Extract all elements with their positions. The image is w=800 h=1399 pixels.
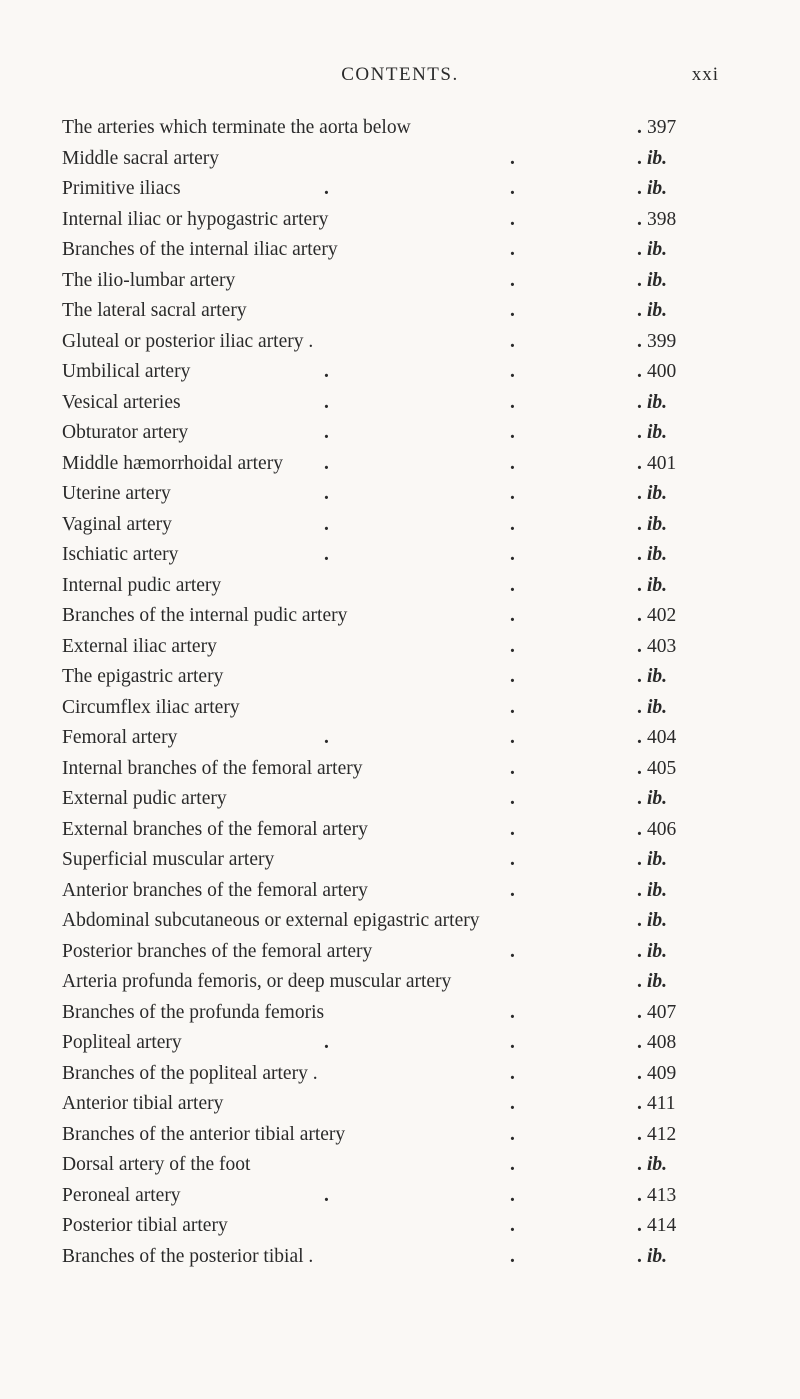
running-header	[0, 64, 800, 92]
toc-entry-label: Arteria profunda femoris, or deep muscular artery	[62, 971, 452, 992]
leader-dot: .	[510, 605, 515, 626]
toc-entry-page: 401	[647, 452, 677, 474]
toc-entry-label: Branches of the posterior tibial .	[62, 1245, 314, 1267]
leader-dot: .	[324, 391, 329, 413]
toc-entry-label: The ilio-lumbar artery	[62, 269, 236, 291]
toc-entry-page: 404	[647, 727, 677, 748]
toc-entry-page: 397	[647, 117, 677, 138]
leader-dot: .	[324, 422, 329, 443]
toc-entry-label: Branches of the internal pudic artery	[62, 605, 348, 626]
toc-entry-page: 405	[647, 757, 677, 779]
leader-dot: .	[637, 239, 642, 260]
leader-dot: .	[637, 391, 642, 413]
leader-dot: .	[510, 1093, 515, 1114]
toc-entry	[62, 815, 722, 846]
leader-dot: .	[637, 513, 642, 535]
leader-dot: .	[510, 544, 515, 565]
leader-dot: .	[324, 361, 329, 382]
leader-dot: .	[637, 1215, 642, 1236]
toc-entry-page: ib.	[647, 971, 668, 992]
toc-entry-label: Uterine artery	[62, 483, 171, 504]
leader-dot: .	[637, 574, 642, 596]
toc-entry-label: The lateral sacral artery	[62, 300, 247, 321]
toc-entry-page: ib.	[647, 391, 668, 413]
leader-dot: .	[324, 544, 329, 565]
leader-dot: .	[637, 208, 642, 230]
leader-dot: .	[637, 117, 642, 138]
toc-entry-label: Circumflex iliac artery	[62, 696, 240, 718]
leader-dot: .	[637, 727, 642, 748]
leader-dot: .	[510, 696, 515, 718]
toc-entry	[62, 662, 722, 693]
toc-entry	[62, 235, 722, 266]
toc-entry-page: ib.	[647, 849, 668, 870]
toc-entry	[62, 540, 722, 571]
toc-entry	[62, 296, 722, 327]
toc-entry-label: Branches of the internal iliac artery	[62, 239, 338, 260]
toc-entry-label: External branches of the femoral artery	[62, 818, 368, 840]
toc-entry-label: Anterior tibial artery	[62, 1093, 224, 1114]
leader-dot: .	[637, 1245, 642, 1267]
leader-dot: .	[510, 1184, 515, 1206]
leader-dot: .	[510, 1123, 515, 1145]
leader-dot: .	[637, 178, 642, 199]
toc-entry-page: ib.	[647, 574, 668, 596]
leader-dot: .	[510, 1245, 515, 1267]
toc-entry-label: Gluteal or posterior iliac artery .	[62, 330, 314, 352]
toc-entry	[62, 998, 722, 1029]
toc-entry-label: Anterior branches of the femoral artery	[62, 879, 368, 901]
leader-dot: .	[637, 1184, 642, 1206]
toc-entry-page: ib.	[647, 788, 668, 809]
toc-entry-page: ib.	[647, 147, 668, 169]
toc-entry-page: 409	[647, 1062, 677, 1084]
toc-entry-page: ib.	[647, 483, 668, 504]
toc-entry-page: ib.	[647, 1154, 668, 1175]
toc-entry	[62, 1181, 722, 1212]
leader-dot: .	[510, 269, 515, 291]
leader-dot: .	[637, 330, 642, 352]
toc-entry	[62, 388, 722, 419]
toc-entry-label: Internal iliac or hypogastric artery	[62, 208, 329, 230]
leader-dot: .	[637, 696, 642, 718]
toc-entry-page: 398	[647, 208, 677, 230]
leader-dot: .	[510, 391, 515, 413]
toc-entry	[62, 754, 722, 785]
leader-dot: .	[637, 635, 642, 657]
leader-dot: .	[637, 666, 642, 687]
leader-dot: .	[510, 1032, 515, 1053]
leader-dot: .	[510, 574, 515, 596]
leader-dot: .	[510, 147, 515, 169]
leader-dot: .	[637, 422, 642, 443]
toc-entry	[62, 418, 722, 449]
toc-entry-label: The epigastric artery	[62, 666, 224, 687]
leader-dot: .	[510, 849, 515, 870]
toc-entry-page: ib.	[647, 513, 668, 535]
leader-dot: .	[510, 940, 515, 962]
leader-dot: .	[510, 788, 515, 809]
leader-dot: .	[324, 1032, 329, 1053]
leader-dot: .	[637, 1001, 642, 1023]
toc-entry-label: External iliac artery	[62, 635, 217, 657]
leader-dot: .	[510, 727, 515, 748]
toc-entry-label: Superficial muscular artery	[62, 849, 275, 870]
leader-dot: .	[637, 1123, 642, 1145]
toc-entry-label: Vesical arteries	[62, 391, 181, 413]
leader-dot: .	[637, 269, 642, 291]
toc-entry	[62, 1242, 722, 1273]
leader-dot: .	[637, 483, 642, 504]
leader-dot: .	[324, 452, 329, 474]
toc-entry	[62, 1120, 722, 1151]
leader-dot: .	[510, 208, 515, 230]
toc-entry-label: Branches of the popliteal artery .	[62, 1062, 318, 1084]
leader-dot: .	[510, 1215, 515, 1236]
toc-entry-page: ib.	[647, 666, 668, 687]
leader-dot: .	[637, 452, 642, 474]
toc-entry	[62, 693, 722, 724]
toc-entry-label: External pudic artery	[62, 788, 227, 809]
toc-entry-label: Femoral artery	[62, 727, 178, 748]
toc-entry-page: ib.	[647, 178, 668, 199]
toc-entry-page: ib.	[647, 940, 668, 962]
toc-entry	[62, 205, 722, 236]
toc-entry	[62, 510, 722, 541]
leader-dot: .	[637, 1032, 642, 1053]
leader-dot: .	[510, 239, 515, 260]
leader-dot: .	[637, 1154, 642, 1175]
toc-entry-page: ib.	[647, 696, 668, 718]
leader-dot: .	[637, 300, 642, 321]
leader-dot: .	[637, 361, 642, 382]
leader-dot: .	[637, 147, 642, 169]
leader-dot: .	[510, 666, 515, 687]
toc-entry	[62, 1089, 722, 1120]
toc-entry-label: Internal branches of the femoral artery	[62, 757, 363, 779]
toc-entry-page: ib.	[647, 544, 668, 565]
toc-entry-label: Middle hæmorrhoidal artery	[62, 452, 283, 474]
toc-entry-label: Primitive iliacs	[62, 178, 181, 199]
leader-dot: .	[510, 818, 515, 840]
toc-entry-page: 411	[647, 1093, 676, 1114]
toc-entry	[62, 113, 722, 144]
toc-entry-page: ib.	[647, 1245, 668, 1267]
leader-dot: .	[324, 483, 329, 504]
toc-entry-label: Internal pudic artery	[62, 574, 222, 596]
toc-entry-page: ib.	[647, 422, 668, 443]
leader-dot: .	[637, 879, 642, 901]
toc-entry-page: 402	[647, 605, 677, 626]
leader-dot: .	[510, 1001, 515, 1023]
toc-entry-label: Posterior tibial artery	[62, 1215, 228, 1236]
leader-dot: .	[510, 452, 515, 474]
toc-entry	[62, 906, 722, 937]
toc-entry-label: Vaginal artery	[62, 513, 172, 535]
toc-entry-label: Obturator artery	[62, 422, 189, 443]
page-number: xxi	[691, 64, 719, 85]
toc-entry	[62, 571, 722, 602]
table-of-contents	[62, 113, 722, 1272]
toc-entry	[62, 357, 722, 388]
leader-dot: .	[510, 483, 515, 504]
toc-entry-page: 406	[647, 818, 677, 840]
leader-dot: .	[510, 178, 515, 199]
toc-entry-page: ib.	[647, 910, 668, 931]
toc-entry-page: 400	[647, 361, 677, 382]
toc-entry-label: Middle sacral artery	[62, 147, 220, 169]
toc-entry	[62, 1028, 722, 1059]
leader-dot: .	[637, 910, 642, 931]
toc-entry-label: Peroneal artery	[62, 1184, 181, 1206]
toc-entry	[62, 845, 722, 876]
leader-dot: .	[637, 971, 642, 992]
toc-entry	[62, 1059, 722, 1090]
toc-entry-page: 408	[647, 1032, 677, 1053]
leader-dot: .	[510, 361, 515, 382]
toc-entry	[62, 449, 722, 480]
toc-entry	[62, 144, 722, 175]
toc-entry-label: Popliteal artery	[62, 1032, 182, 1053]
toc-entry	[62, 967, 722, 998]
toc-entry-label: Ischiatic artery	[62, 544, 179, 565]
toc-entry-page: 412	[647, 1123, 677, 1145]
leader-dot: .	[637, 757, 642, 779]
toc-entry	[62, 937, 722, 968]
leader-dot: .	[510, 879, 515, 901]
toc-entry-page: 413	[647, 1184, 677, 1206]
toc-entry	[62, 784, 722, 815]
toc-entry-label: The arteries which terminate the aorta below	[62, 117, 411, 138]
leader-dot: .	[637, 788, 642, 809]
leader-dot: .	[510, 513, 515, 535]
leader-dot: .	[324, 513, 329, 535]
leader-dot: .	[637, 818, 642, 840]
leader-dot: .	[637, 1093, 642, 1114]
leader-dot: .	[637, 544, 642, 565]
leader-dot: .	[510, 1154, 515, 1175]
toc-entry-page: 399	[647, 330, 677, 352]
toc-entry-page: 407	[647, 1001, 677, 1023]
leader-dot: .	[324, 178, 329, 199]
leader-dot: .	[510, 300, 515, 321]
leader-dot: .	[510, 757, 515, 779]
toc-entry-label: Umbilical artery	[62, 361, 191, 382]
toc-entry-label: Branches of the anterior tibial artery	[62, 1123, 346, 1145]
leader-dot: .	[637, 849, 642, 870]
toc-entry-label: Abdominal subcutaneous or external epigastric artery	[62, 910, 480, 931]
leader-dot: .	[637, 1062, 642, 1084]
leader-dot: .	[510, 635, 515, 657]
toc-entry	[62, 174, 722, 205]
leader-dot: .	[510, 330, 515, 352]
leader-dot: .	[324, 727, 329, 748]
toc-entry-page: 403	[647, 635, 677, 657]
toc-entry-page: ib.	[647, 879, 668, 901]
toc-entry	[62, 479, 722, 510]
toc-entry	[62, 601, 722, 632]
toc-entry	[62, 266, 722, 297]
toc-entry-label: Posterior branches of the femoral artery	[62, 940, 373, 962]
toc-entry	[62, 632, 722, 663]
toc-entry	[62, 327, 722, 358]
leader-dot: .	[510, 422, 515, 443]
leader-dot: .	[637, 940, 642, 962]
toc-entry-page: 414	[647, 1215, 677, 1236]
toc-entry-label: Dorsal artery of the foot	[62, 1154, 251, 1175]
toc-entry-page: ib.	[647, 269, 668, 291]
toc-entry-label: Branches of the profunda femoris	[62, 1001, 325, 1023]
toc-entry	[62, 876, 722, 907]
leader-dot: .	[510, 1062, 515, 1084]
toc-entry-page: ib.	[647, 239, 668, 260]
toc-entry	[62, 723, 722, 754]
page-title: CONTENTS.	[341, 64, 459, 85]
leader-dot: .	[324, 1184, 329, 1206]
leader-dot: .	[637, 605, 642, 626]
toc-entry	[62, 1150, 722, 1181]
toc-entry-page: ib.	[647, 300, 668, 321]
toc-entry	[62, 1211, 722, 1242]
